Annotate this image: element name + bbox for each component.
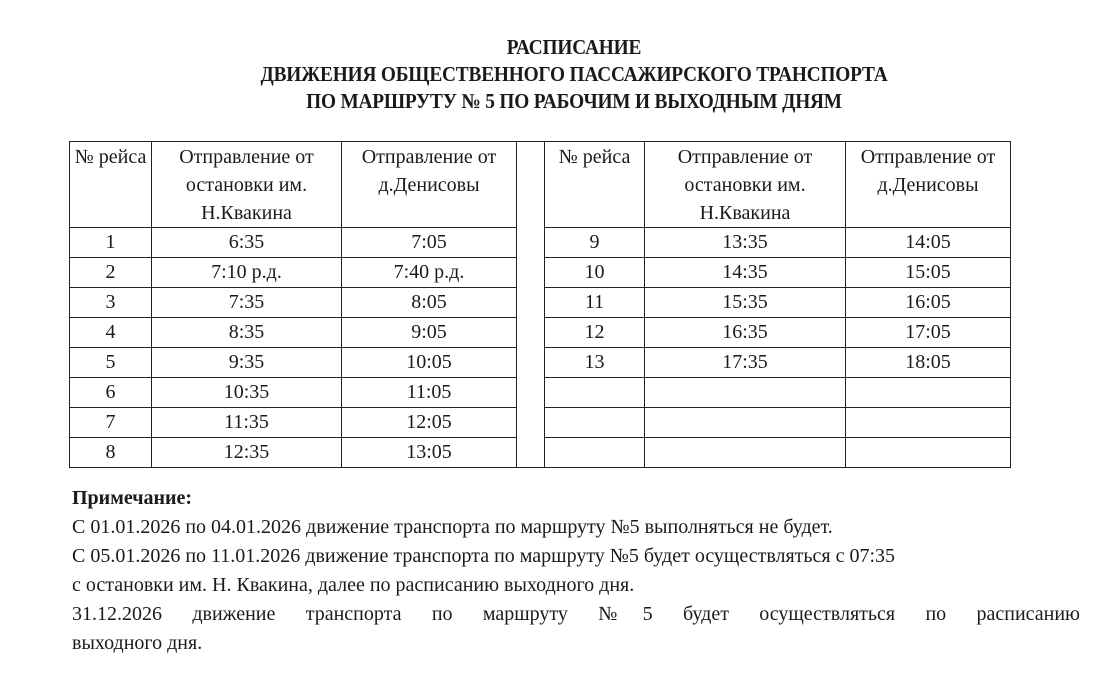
time-denisovy: 12:05 xyxy=(342,408,517,438)
time-denisovy: 14:05 xyxy=(846,228,1011,258)
gap-cell xyxy=(517,288,545,318)
notes-section xyxy=(72,484,1080,658)
time-denisovy: 7:05 xyxy=(342,228,517,258)
note-line: выходного дня. xyxy=(72,632,203,654)
title-line-2: ДВИЖЕНИЯ ОБЩЕСТВЕННОГО ПАССАЖИРСКОГО ТРАНСПОРТА xyxy=(260,62,888,86)
trip-no xyxy=(545,408,645,438)
document-title xyxy=(46,34,1102,115)
time-denisovy: 15:05 xyxy=(846,258,1011,288)
gap-cell xyxy=(517,348,545,378)
header-trip-no: № рейса xyxy=(70,142,152,228)
table-row xyxy=(70,438,1011,468)
time-kvakina: 8:35 xyxy=(152,318,342,348)
header-from-kvakina: Отправление от остановки им. Н.Квакина xyxy=(645,142,846,228)
header-from-denisovy: Отправление от д.Денисовы xyxy=(846,142,1011,228)
table-header-row xyxy=(70,142,1011,228)
table-row xyxy=(70,288,1011,318)
note-line: С 01.01.2026 по 04.01.2026 движение транспорта по маршруту №5 выполняться не будет. xyxy=(72,516,833,538)
time-kvakina: 7:10 р.д. xyxy=(152,258,342,288)
gap-cell xyxy=(517,142,545,228)
table-row xyxy=(70,348,1011,378)
time-denisovy xyxy=(846,378,1011,408)
time-kvakina xyxy=(645,378,846,408)
time-kvakina xyxy=(645,438,846,468)
time-denisovy: 18:05 xyxy=(846,348,1011,378)
title-line-1: РАСПИСАНИЕ xyxy=(506,35,642,59)
time-denisovy: 11:05 xyxy=(342,378,517,408)
note-line: с остановки им. Н. Квакина, далее по расписанию выходного дня. xyxy=(72,574,635,596)
trip-no: 4 xyxy=(70,318,152,348)
time-denisovy xyxy=(846,438,1011,468)
time-kvakina: 12:35 xyxy=(152,438,342,468)
time-kvakina: 10:35 xyxy=(152,378,342,408)
time-kvakina: 9:35 xyxy=(152,348,342,378)
time-kvakina: 7:35 xyxy=(152,288,342,318)
gap-cell xyxy=(517,228,545,258)
trip-no: 3 xyxy=(70,288,152,318)
trip-no: 12 xyxy=(545,318,645,348)
time-denisovy: 8:05 xyxy=(342,288,517,318)
gap-cell xyxy=(517,258,545,288)
trip-no: 10 xyxy=(545,258,645,288)
time-denisovy: 7:40 р.д. xyxy=(342,258,517,288)
table-row xyxy=(70,378,1011,408)
table-row xyxy=(70,228,1011,258)
time-denisovy: 13:05 xyxy=(342,438,517,468)
trip-no: 7 xyxy=(70,408,152,438)
time-kvakina: 11:35 xyxy=(152,408,342,438)
header-trip-no: № рейса xyxy=(545,142,645,228)
trip-no: 1 xyxy=(70,228,152,258)
time-denisovy: 10:05 xyxy=(342,348,517,378)
note-line: С 05.01.2026 по 11.01.2026 движение транспорта по маршруту №5 будет осуществляться с 07:35 xyxy=(72,545,896,567)
time-kvakina: 15:35 xyxy=(645,288,846,318)
note-line: 31.12.2026 движение транспорта по маршруту №5 будет осуществляться по расписанию xyxy=(72,603,1080,625)
trip-no: 13 xyxy=(545,348,645,378)
trip-no xyxy=(545,438,645,468)
trip-no: 9 xyxy=(545,228,645,258)
trip-no: 2 xyxy=(70,258,152,288)
gap-cell xyxy=(517,438,545,468)
table-row xyxy=(70,258,1011,288)
gap-cell xyxy=(517,318,545,348)
time-denisovy: 9:05 xyxy=(342,318,517,348)
time-denisovy: 17:05 xyxy=(846,318,1011,348)
time-denisovy: 16:05 xyxy=(846,288,1011,318)
table-row xyxy=(70,318,1011,348)
time-kvakina: 14:35 xyxy=(645,258,846,288)
time-kvakina xyxy=(645,408,846,438)
table-row xyxy=(70,408,1011,438)
header-from-denisovy: Отправление от д.Денисовы xyxy=(342,142,517,228)
schedule-table xyxy=(69,141,1011,468)
trip-no: 8 xyxy=(70,438,152,468)
time-kvakina: 13:35 xyxy=(645,228,846,258)
trip-no xyxy=(545,378,645,408)
gap-cell xyxy=(517,408,545,438)
trip-no: 11 xyxy=(545,288,645,318)
time-kvakina: 17:35 xyxy=(645,348,846,378)
trip-no: 5 xyxy=(70,348,152,378)
title-line-3: ПО МАРШРУТУ № 5 ПО РАБОЧИМ И ВЫХОДНЫМ ДНЯМ xyxy=(306,89,842,113)
notes-heading: Примечание: xyxy=(72,487,193,509)
gap-cell xyxy=(517,378,545,408)
time-kvakina: 16:35 xyxy=(645,318,846,348)
time-kvakina: 6:35 xyxy=(152,228,342,258)
header-from-kvakina: Отправление от остановки им. Н.Квакина xyxy=(152,142,342,228)
trip-no: 6 xyxy=(70,378,152,408)
time-denisovy xyxy=(846,408,1011,438)
